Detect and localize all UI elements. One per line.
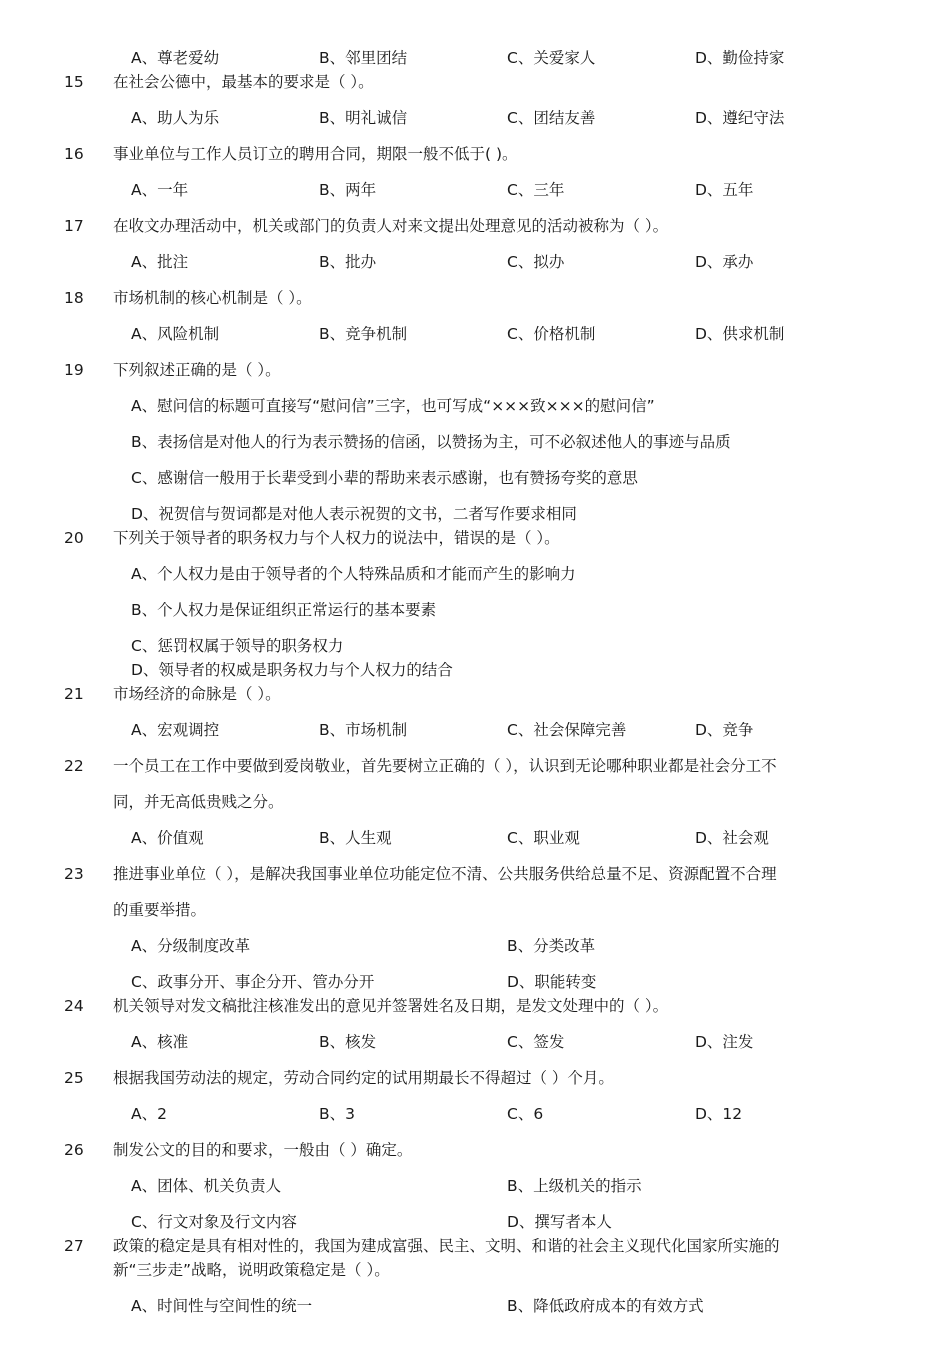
q16-option-c: C、三年: [507, 181, 565, 199]
q21-option-b: B、市场机制: [319, 721, 408, 739]
q14-option-a: A、尊老爱幼: [131, 49, 220, 67]
q19-question: 下列叙述正确的是（ ）。: [113, 361, 281, 379]
q26-option-a: A、团体、机关负责人: [131, 1177, 282, 1195]
q26-option-d: D、撰写者本人: [507, 1213, 612, 1231]
q19-option-c: C、感谢信一般用于长辈受到小辈的帮助来表示感谢，也有赞扬夸奖的意思: [131, 469, 638, 487]
q24-option-b: B、核发: [319, 1033, 377, 1051]
q18-option-d: D、供求机制: [695, 325, 785, 343]
q16-option-d: D、五年: [695, 181, 754, 199]
q23-question-line1: 推进事业单位（ ），是解决我国事业单位功能定位不清、公共服务供给总量不足、资源配置不合理: [113, 865, 777, 883]
q21-option-a: A、宏观调控: [131, 721, 220, 739]
q19-option-d: D、祝贺信与贺词都是对他人表示祝贺的文书，二者写作要求相同: [131, 505, 577, 523]
q24-option-d: D、注发: [695, 1033, 754, 1051]
q20-option-c: C、惩罚权属于领导的职务权力: [131, 637, 344, 655]
q27-question-line2: 新“三步走”战略，说明政策稳定是（ ）。: [113, 1261, 390, 1279]
q18-option-b: B、竞争机制: [319, 325, 408, 343]
q27-option-b: B、降低政府成本的有效方式: [507, 1297, 704, 1315]
q27-option-a: A、时间性与空间性的统一: [131, 1297, 313, 1315]
q23-question-line2: 的重要举措。: [113, 901, 207, 919]
q25-question: 根据我国劳动法的规定，劳动合同约定的试用期最长不得超过（ ）个月。: [113, 1069, 614, 1087]
q14-option-b: B、邻里团结: [319, 49, 408, 67]
q23-option-c: C、政事分开、事企分开、管办分开: [131, 973, 375, 991]
q22-option-c: C、职业观: [507, 829, 580, 847]
q16-option-b: B、两年: [319, 181, 377, 199]
q17-question: 在收文办理活动中，机关或部门的负责人对来文提出处理意见的活动被称为（ ）。: [113, 217, 669, 235]
q15-number: 15: [64, 73, 84, 91]
q25-option-d: D、12: [695, 1105, 743, 1123]
q15-option-b: B、明礼诚信: [319, 109, 408, 127]
q21-option-c: C、社会保障完善: [507, 721, 627, 739]
q22-number: 22: [64, 757, 84, 775]
q22-option-b: B、人生观: [319, 829, 392, 847]
q19-option-a: A、慰问信的标题可直接写“慰问信”三字，也可写成“×××致×××的慰问信”: [131, 397, 655, 415]
q14-option-c: C、关爱家人: [507, 49, 596, 67]
q21-option-d: D、竞争: [695, 721, 754, 739]
q26-question: 制发公文的目的和要求，一般由（ ）确定。: [113, 1141, 413, 1159]
q22-option-d: D、社会观: [695, 829, 769, 847]
q23-option-d: D、职能转变: [507, 973, 597, 991]
q24-question: 机关领导对发文稿批注核准发出的意见并签署姓名及日期，是发文处理中的（ ）。: [113, 997, 669, 1015]
q22-question-line1: 一个员工在工作中要做到爱岗敬业，首先要树立正确的（ ），认识到无论哪种职业都是社会分工不: [113, 757, 777, 775]
q20-option-a: A、个人权力是由于领导者的个人特殊品质和才能而产生的影响力: [131, 565, 576, 583]
q25-number: 25: [64, 1069, 84, 1087]
q18-option-c: C、价格机制: [507, 325, 596, 343]
q17-option-d: D、承办: [695, 253, 754, 271]
q20-option-b: B、个人权力是保证组织正常运行的基本要素: [131, 601, 437, 619]
q27-question-line1: 政策的稳定是具有相对性的，我国为建成富强、民主、文明、和谐的社会主义现代化国家所实施的: [113, 1237, 780, 1255]
q26-option-b: B、上级机关的指示: [507, 1177, 642, 1195]
q17-number: 17: [64, 217, 84, 235]
q16-number: 16: [64, 145, 84, 163]
q20-question: 下列关于领导者的职务权力与个人权力的说法中，错误的是（ ）。: [113, 529, 560, 547]
q22-question-line2: 同，并无高低贵贱之分。: [113, 793, 284, 811]
q19-number: 19: [64, 361, 84, 379]
q26-option-c: C、行文对象及行文内容: [131, 1213, 297, 1231]
q18-question: 市场机制的核心机制是（ ）。: [113, 289, 312, 307]
q15-question: 在社会公德中，最基本的要求是（ ）。: [113, 73, 374, 91]
q21-number: 21: [64, 685, 84, 703]
q23-number: 23: [64, 865, 84, 883]
q17-option-a: A、批注: [131, 253, 189, 271]
q19-option-b: B、表扬信是对他人的行为表示赞扬的信函，以赞扬为主，可不必叙述他人的事迹与品质: [131, 433, 731, 451]
q15-option-d: D、遵纪守法: [695, 109, 785, 127]
q25-option-c: C、6: [507, 1105, 544, 1123]
q18-option-a: A、风险机制: [131, 325, 220, 343]
q23-option-b: B、分类改革: [507, 937, 596, 955]
q24-option-c: C、签发: [507, 1033, 565, 1051]
q17-option-c: C、拟办: [507, 253, 565, 271]
q22-option-a: A、价值观: [131, 829, 204, 847]
q25-option-b: B、3: [319, 1105, 355, 1123]
q18-number: 18: [64, 289, 84, 307]
q20-option-d: D、领导者的权威是职务权力与个人权力的结合: [131, 661, 453, 679]
q16-question: 事业单位与工作人员订立的聘用合同，期限一般不低于( )。: [113, 145, 518, 163]
q20-number: 20: [64, 529, 84, 547]
q15-option-a: A、助人为乐: [131, 109, 220, 127]
q17-option-b: B、批办: [319, 253, 377, 271]
q16-option-a: A、一年: [131, 181, 189, 199]
q26-number: 26: [64, 1141, 84, 1159]
q23-option-a: A、分级制度改革: [131, 937, 251, 955]
q27-number: 27: [64, 1237, 84, 1255]
q21-question: 市场经济的命脉是（ ）。: [113, 685, 281, 703]
q15-option-c: C、团结友善: [507, 109, 596, 127]
q25-option-a: A、2: [131, 1105, 167, 1123]
q24-option-a: A、核准: [131, 1033, 189, 1051]
q14-option-d: D、勤俭持家: [695, 49, 785, 67]
q24-number: 24: [64, 997, 84, 1015]
